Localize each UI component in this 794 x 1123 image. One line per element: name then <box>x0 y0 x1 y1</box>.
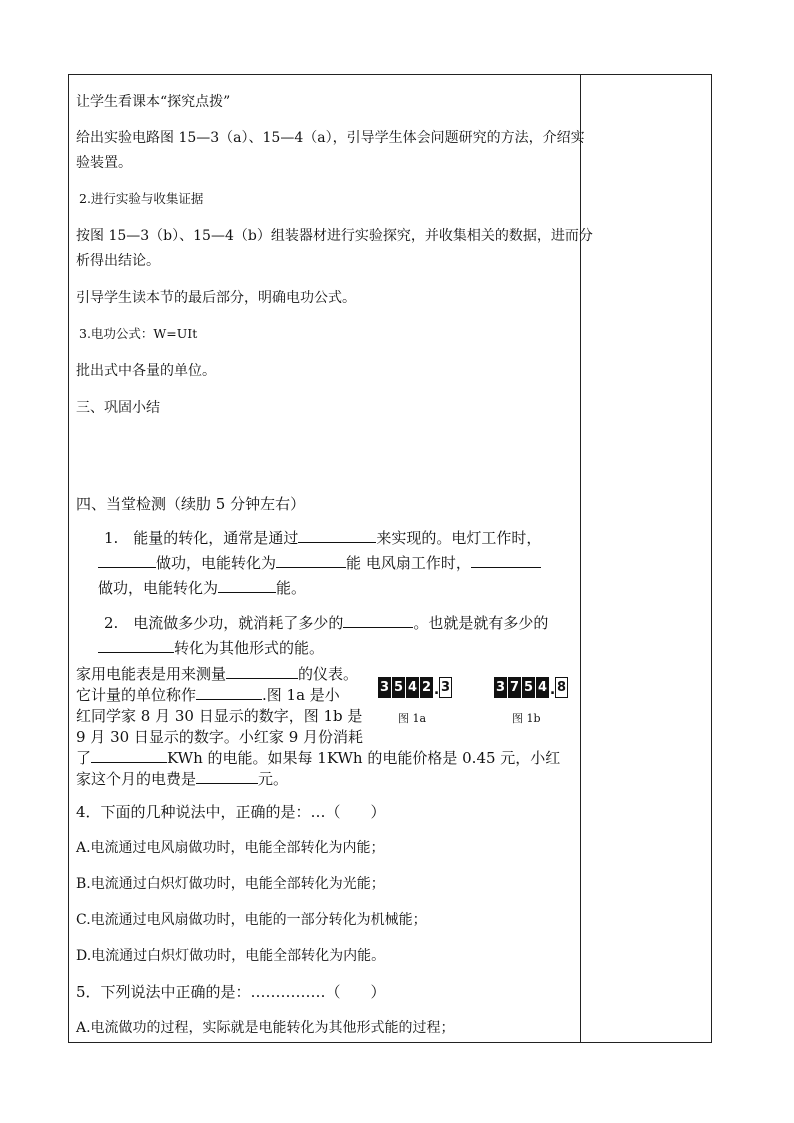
figure-caption-1b: 图 1b <box>512 712 541 725</box>
column-divider <box>580 74 581 1043</box>
figure-caption-1a: 图 1a <box>398 712 427 725</box>
question-1-line-1: 1. 能量的转化，通常是通过 来实现的。电灯工作时， <box>104 529 542 547</box>
meter-decimal-point: . <box>433 682 440 698</box>
section-heading: 2.进行实验与收集证据 <box>79 191 204 206</box>
answer-blank[interactable] <box>471 553 541 568</box>
question-3-line-6: 家这个月的电费是 元。 <box>76 770 289 788</box>
question-3-line-4: 9 月 30 日显示的数字。小红家 9 月份消耗 <box>76 728 364 746</box>
question-1-line-3: 做功，电能转化为 能。 <box>98 579 307 597</box>
question-3-line-2: 它计量的单位称作 .图 1a 是小 <box>76 686 340 704</box>
text-line: 按图 15—3（b）、15—4（b）组装器材进行实验探究，并收集相关的数据，进而分 <box>76 228 593 244</box>
answer-blank[interactable] <box>196 685 262 700</box>
question-5-stem: 5．下列说法中正确的是：……………（ ） <box>76 983 386 1001</box>
answer-blank[interactable] <box>218 578 276 593</box>
meter-decimal-digit: 8 <box>555 677 568 698</box>
answer-blank[interactable] <box>226 664 298 679</box>
meter-digit: 5 <box>392 677 405 698</box>
question-3-line-3: 红同学家 8 月 30 日显示的数字，图 1b 是 <box>76 707 363 725</box>
text-line: 让学生看课本“探究点拨” <box>76 94 231 110</box>
answer-blank[interactable] <box>91 748 167 763</box>
option-d: D.电流通过白炽灯做功时，电能全部转化为内能。 <box>76 948 386 964</box>
meter-digit: 3 <box>494 677 507 698</box>
question-1-line-2: 做功，电能转化为 能 电风扇工作时， <box>98 553 541 573</box>
meter-digit: 7 <box>508 677 521 698</box>
meter-digit: 3 <box>378 677 391 698</box>
meter-digit: 4 <box>536 677 549 698</box>
answer-blank[interactable] <box>196 769 258 784</box>
question-2-line-2: 转化为其他形式的能。 <box>98 638 324 658</box>
answer-blank[interactable] <box>298 528 376 543</box>
question-4-stem: 4．下面的几种说法中，正确的是：…（ ） <box>76 803 386 821</box>
meter-decimal-point: . <box>549 682 556 698</box>
option-a: A.电流通过电风扇做功时，电能全部转化为内能； <box>76 840 385 856</box>
section-heading: 三、巩固小结 <box>76 400 160 416</box>
answer-blank[interactable] <box>98 638 174 653</box>
option-b: B.电流通过白炽灯做功时，电能全部转化为光能； <box>76 876 385 892</box>
text-line: 析得出结论。 <box>76 253 160 269</box>
option-a: A.电流做功的过程，实际就是电能转化为其他形式能的过程； <box>76 1020 455 1036</box>
meter-display-1b <box>494 677 569 698</box>
question-2-line-1: 2. 电流做多少功，就消耗了多少的 。也就是就有多少的 <box>104 614 549 632</box>
meter-display-1a <box>378 677 453 698</box>
text-line: 给出实验电路图 15—3（a）、15—4（a），引导学生体会问题研究的方法，介绍实 <box>76 130 585 146</box>
question-3-line-5: 了 KWh 的电能。如果每 1KWh 的电能价格是 0.45 元，小红 <box>76 749 561 767</box>
meter-digit: 4 <box>406 677 419 698</box>
text-line: 引导学生读本节的最后部分，明确电功公式。 <box>76 290 356 306</box>
answer-blank[interactable] <box>276 553 346 568</box>
option-c: C.电流通过电风扇做功时，电能的一部分转化为机械能； <box>76 912 427 928</box>
meter-digit: 2 <box>420 677 433 698</box>
text-line: 批出式中各量的单位。 <box>76 363 216 379</box>
meter-decimal-digit: 3 <box>439 677 452 698</box>
answer-blank[interactable] <box>343 613 413 628</box>
formula-line: 3.电功公式：W=UIt <box>79 326 198 341</box>
question-3-line-1: 家用电能表是用来测量 的仪表。 <box>76 665 359 683</box>
text-line: 验装置。 <box>76 155 132 171</box>
answer-blank[interactable] <box>98 553 156 568</box>
section-heading: 四、当堂检测（续肋 5 分钟左右） <box>76 495 306 513</box>
meter-digit: 5 <box>522 677 535 698</box>
